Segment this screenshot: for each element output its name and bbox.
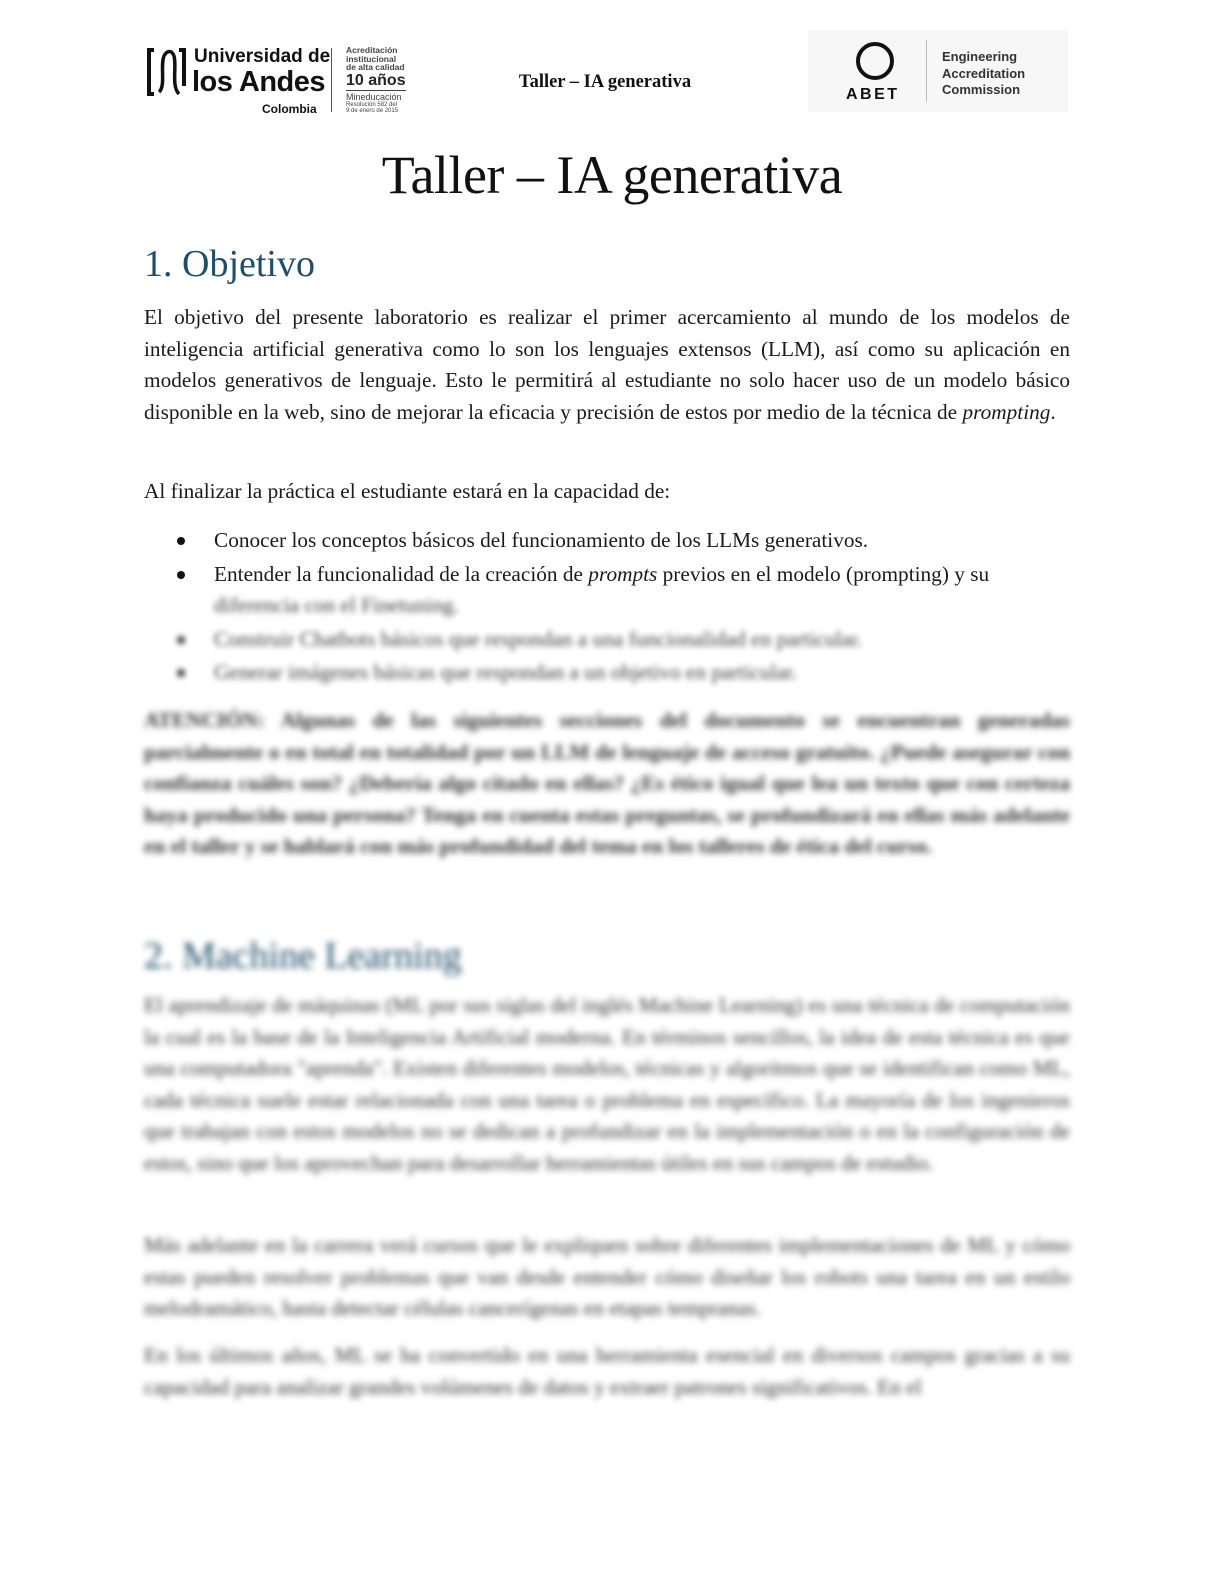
ml-paragraph-1: El aprendizaje de máquinas (ML por sus siglas del inglés Machine Learning) es una técnica de computación la cual es la base de la Inteligencia Artificial moderna. En términos sencillos, la idea de esta técnica es que una computadora "aprenda". Existen diferentes modelos, técnicas y algoritmos que se identifican como ML, cada técnica suele estar relacionada con una tarea o problema en específico. La mayoría de los ingenieros que trabajan con estos modelos no se dedican a profundizar en la implementación o en la configuración de estos, sino que los aprovechan para desarrollar herramientas útiles en sus campos de estudio.	[144, 993, 1070, 1175]
accreditation-line2: institucional	[346, 53, 397, 64]
list-item	[144, 559, 1070, 622]
document-title: Taller – IA generativa	[381, 145, 843, 205]
university-country: Colombia	[262, 102, 317, 116]
page-header	[0, 0, 1224, 130]
abet-commission-text	[942, 49, 1025, 99]
list-item	[144, 624, 1070, 656]
running-header-title: Taller – IA generativa	[518, 72, 692, 92]
bullet-text-4: Generar imágenes básicas que respondan a un objetivo en particular.	[214, 660, 798, 685]
logo-divider	[331, 48, 332, 112]
accreditation-badge	[346, 46, 410, 114]
bullet-icon	[177, 571, 185, 579]
universidad-de-los-andes-logo	[144, 44, 409, 116]
objectives-list	[144, 525, 1070, 691]
bullet-text-2-tail: diferencia con el Finetuning.	[214, 593, 459, 618]
bullet-text-2a: Entender la funcionalidad de la creación de	[214, 561, 589, 586]
capacity-intro: Al finalizar la práctica el estudiante estará en la capacidad de:	[144, 479, 671, 503]
bullet-text-2-emphasis: prompts	[588, 561, 658, 586]
university-name-line2: los Andes	[192, 66, 326, 98]
bullet-icon	[177, 537, 185, 545]
andes-bracket-icon	[146, 46, 186, 98]
bullet-text-2b: previos en el modelo (prompting) y su	[657, 561, 990, 586]
objective-paragraph	[144, 302, 1070, 428]
ml-paragraph-3: En los últimos años, ML se ha convertido en una herramienta esencial en diversos campos gracias a su capacidad para analizar grandes volúmenes de datos y extraer patrones significativos. En el	[144, 1343, 1070, 1399]
accreditation-years: 10 años	[346, 71, 406, 89]
objective-emphasis: prompting	[962, 399, 1051, 424]
objective-period: .	[1050, 399, 1056, 424]
accreditation-resolution2: 9 de enero de 2015	[346, 107, 399, 114]
section-heading-objetivo: 1. Objetivo	[144, 243, 315, 285]
bullet-icon	[177, 669, 185, 677]
list-item	[144, 525, 1070, 557]
attention-note: ATENCIÓN: Algunas de las siguientes secciones del documento se encuentran generadas parcialmente o en total en totalidad por un LLM de lenguaje de acceso gratuito. ¿Puede asegurar con confianza cuáles son? ¿Debería algo citado en ellas? ¿Es ético igual que lea un texto que con certeza haya producido una persona? Tenga en cuenta estas preguntas, se profundizará en ellas más adelante en el taller y se hablará con más profundidad del tema en los talleres de ética del curso.	[144, 708, 1070, 859]
accreditation-line1: Acreditación	[346, 45, 398, 55]
abet-commission-line3: Commission	[942, 82, 1021, 97]
accreditation-ministry: Mineducación	[346, 91, 402, 102]
ml-paragraph-2: Más adelante en la carrera verá cursos que le expliquen sobre diferentes implementaciones de ML y cómo estas pueden resolver problemas que van desde entender cómo diseñar los robots una tarea en un estilo melodramático, hasta detectar células cancerígenas en etapas tempranas.	[144, 1233, 1070, 1321]
objective-text: El objetivo del presente laboratorio es realizar el primer acercamiento al mundo de los modelos de inteligencia artificial generativa como lo son los lenguajes extensos (LLM), así como su aplicación en modelos generativos de lenguaje. Esto le permitirá al estudiante no solo hacer uso de un modelo básico disponible en la web, sino de mejorar la eficacia y precisión de estos por medio de la técnica de	[144, 305, 1070, 424]
bullet-text-3: Construir Chatbots básicos que respondan a una funcionalidad en particular.	[214, 626, 863, 651]
abet-logo	[808, 30, 1068, 112]
bullet-icon	[177, 636, 185, 644]
university-name-line1: Universidad de	[194, 46, 331, 67]
abet-divider	[926, 40, 927, 102]
accreditation-line3: de alta calidad	[346, 62, 405, 72]
abet-wordmark: ABET	[846, 86, 900, 103]
list-item	[144, 657, 1070, 689]
abet-commission-line1: Engineering	[942, 49, 1018, 64]
abet-ring-icon	[856, 42, 894, 80]
bullet-text-1: Conocer los conceptos básicos del funcionamiento de los LLMs generativos.	[214, 528, 869, 552]
abet-commission-line2: Accreditation	[942, 65, 1026, 81]
accreditation-resolution1: Resolución 582 del	[346, 101, 398, 108]
section-heading-machine-learning: 2. Machine Learning	[144, 935, 462, 977]
